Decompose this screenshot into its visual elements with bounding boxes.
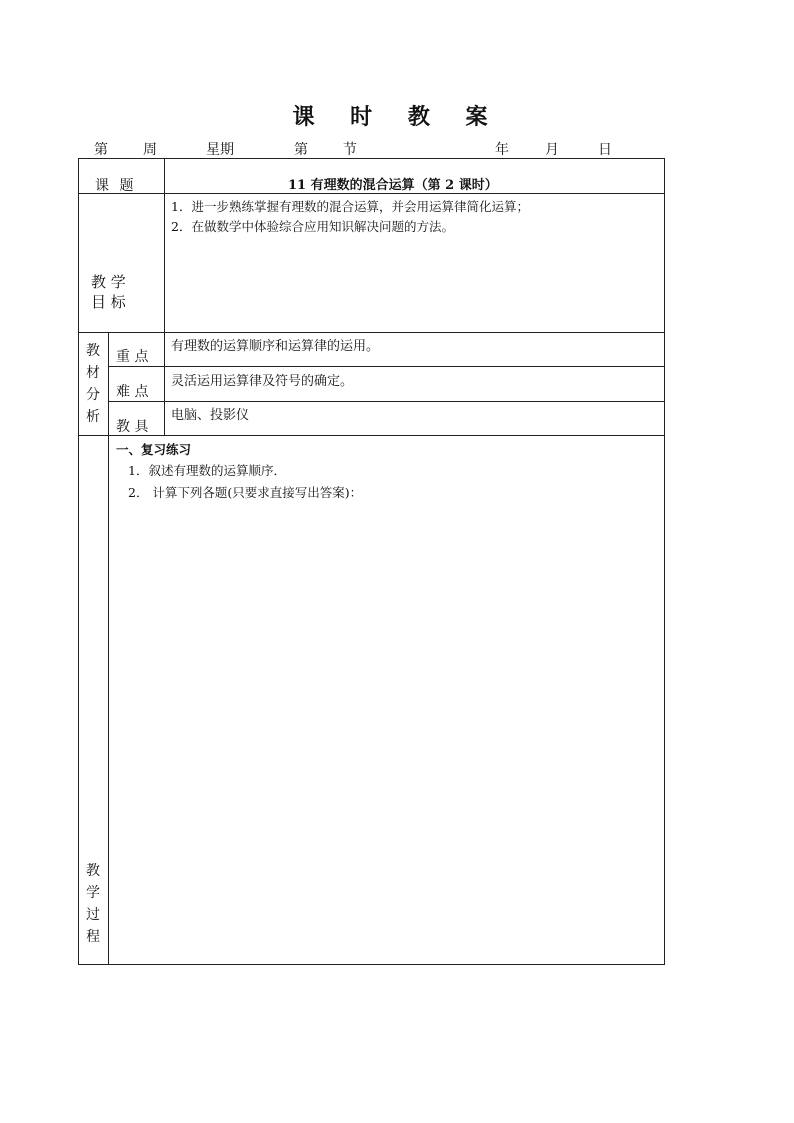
page-title: 课 时 教 案 bbox=[292, 104, 502, 130]
objectives-label-line2: 目 标 bbox=[91, 293, 126, 311]
process-label: 教 学 过 程 bbox=[86, 863, 100, 945]
year-label: 年 bbox=[495, 142, 509, 158]
tools-label: 教 具 bbox=[116, 419, 149, 435]
period-suffix: 节 bbox=[343, 142, 357, 158]
tools-value: 电脑、投影仪 bbox=[171, 408, 250, 423]
day-label: 日 bbox=[598, 142, 612, 158]
objective-item: 1．进一步熟练掌握有理数的混合运算，并会用运算律简化运算； bbox=[171, 199, 529, 214]
review-question: 1．叙述有理数的运算顺序． bbox=[128, 463, 286, 478]
topic-value: 11 有理数的混合运算（第 2 课时） bbox=[288, 178, 498, 193]
difficulty-value: 灵活运用运算律及符号的确定。 bbox=[171, 374, 354, 389]
section-review-title: 一、复习练习 bbox=[116, 442, 192, 457]
month-label: 月 bbox=[545, 142, 559, 158]
objectives-label-line1: 教 学 bbox=[91, 273, 126, 291]
analysis-label: 教 材 分 析 bbox=[86, 343, 100, 425]
key-point-value: 有理数的运算顺序和运算律的运用。 bbox=[171, 339, 380, 354]
key-point-label: 重 点 bbox=[116, 349, 149, 365]
period-prefix: 第 bbox=[294, 142, 308, 158]
review-question: 2． 计算下列各题(只要求直接写出答案)： bbox=[128, 485, 363, 500]
objective-item: 2．在做数学中体验综合应用知识解决问题的方法。 bbox=[171, 219, 454, 234]
week-prefix: 第 bbox=[94, 142, 108, 158]
week-suffix: 周 bbox=[143, 142, 157, 158]
topic-label: 课 题 bbox=[95, 178, 137, 194]
weekday-label: 星期 bbox=[206, 142, 234, 158]
difficulty-label: 难 点 bbox=[116, 384, 149, 400]
